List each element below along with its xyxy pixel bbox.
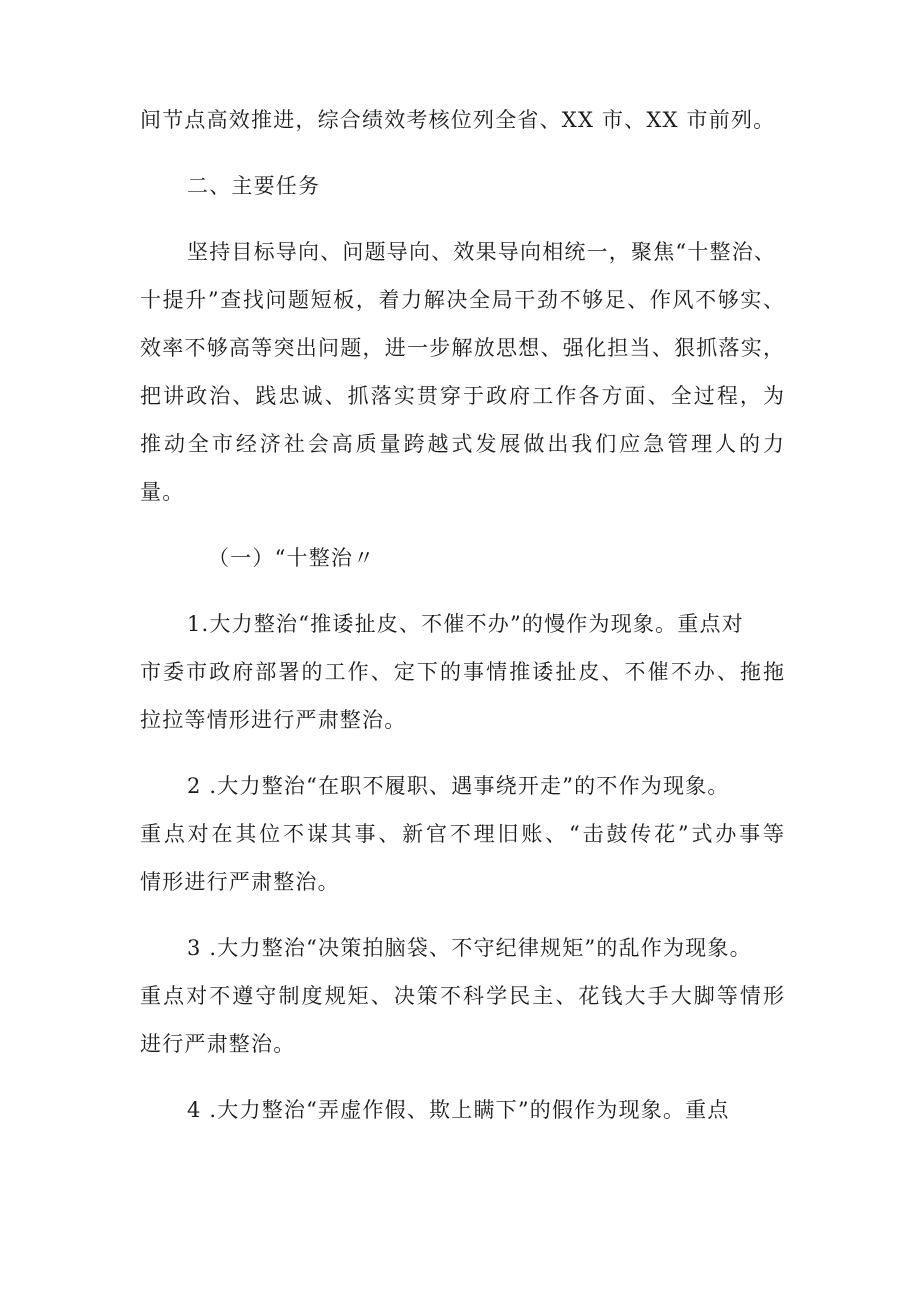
text-line: 市委市政府部署的工作、定下的事情推诿扯皮、不催不办、拖拖 [140,660,784,684]
text-line: 重点对在其位不谋其事、新官不理旧账、“击鼓传花”式办事等 [140,822,784,846]
subsection-heading: （一）“十整治〃 [208,546,376,570]
text-line: 2 .大力整治“在职不履职、遇事绕开走”的不作为现象。 [187,774,730,798]
text-line: 把讲政治、践忠诚、抓落实贯穿于政府工作各方面、全过程，为 [140,384,784,408]
text-line: 量。 [140,480,185,504]
text-line: 进行严肃整治。 [140,1032,296,1056]
text-line: 十提升”查找问题短板，着力解决全局干劲不够足、作风不够实、 [140,288,784,312]
text-line: 1.大力整治“推诿扯皮、不催不办”的慢作为现象。重点对 [187,612,744,636]
text-line: 效率不够高等突出问题，进一步解放思想、强化担当、狠抓落实， [140,336,784,360]
text-line: 4 .大力整治“弄虚作假、欺上瞒下”的假作为现象。重点 [187,1098,730,1122]
text-line: 情形进行严肃整治。 [140,870,340,894]
text-line: 拉拉等情形进行严肃整治。 [140,708,407,732]
section-heading: 二、主要任务 [187,174,321,198]
text-line: 间节点高效推进，综合绩效考核位列全省、XX 市、XX 市前列。 [140,108,776,132]
text-line: 3 .大力整治“决策拍脑袋、不守纪律规矩”的乱作为现象。 [187,936,752,960]
text-line: 坚持目标导向、问题导向、效果导向相统一，聚焦“十整治、 [187,240,777,264]
text-line: 重点对不遵守制度规矩、决策不科学民主、花钱大手大脚等情形 [140,984,784,1008]
text-line: 推动全市经济社会高质量跨越式发展做出我们应急管理人的力 [140,432,784,456]
